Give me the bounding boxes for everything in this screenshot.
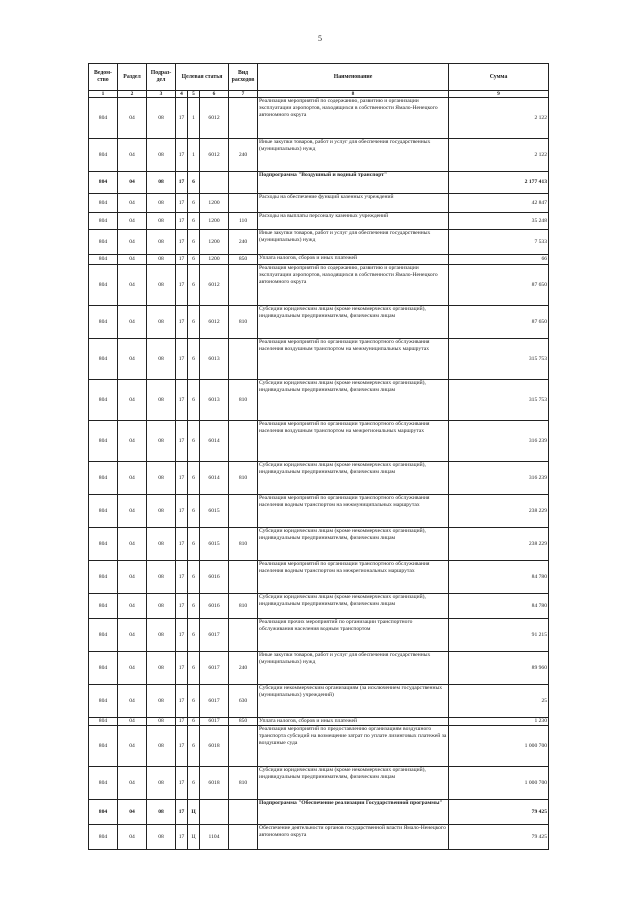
cell-dept: 804 — [89, 561, 118, 594]
cell-sum: 315 753 — [449, 339, 549, 380]
table-body — [89, 98, 549, 850]
cell-sum: 2 122 — [449, 98, 549, 139]
cell-expense-type — [229, 98, 258, 139]
cell-target-subprogram: 6 — [188, 528, 200, 561]
cell-target-program: 17 — [176, 825, 188, 850]
cell-sum: 79 425 — [449, 800, 549, 825]
cell-expense-type — [229, 800, 258, 825]
cell-target-direction: 6015 — [200, 495, 229, 528]
cell-dept: 804 — [89, 685, 118, 718]
cell-target-subprogram: 6 — [188, 685, 200, 718]
header-target-article: Целевая статья — [176, 64, 229, 91]
table-row — [89, 230, 549, 255]
cell-target-direction: 6016 — [200, 561, 229, 594]
cell-section: 04 — [118, 172, 147, 194]
cell-subsection: 08 — [147, 726, 176, 767]
column-number: 8 — [258, 91, 449, 98]
cell-dept: 804 — [89, 652, 118, 685]
cell-target-direction: 6013 — [200, 339, 229, 380]
cell-target-program: 17 — [176, 306, 188, 339]
cell-target-subprogram: 6 — [188, 265, 200, 306]
cell-section: 04 — [118, 800, 147, 825]
cell-sum: 1 000 700 — [449, 726, 549, 767]
cell-section: 04 — [118, 380, 147, 421]
cell-target-subprogram: 1 — [188, 139, 200, 172]
cell-dept: 804 — [89, 98, 118, 139]
cell-sum: 87 650 — [449, 306, 549, 339]
cell-dept: 804 — [89, 825, 118, 850]
cell-name: Иные закупки товаров, работ и услуг для обеспечения государственных (муниципальных) нужд — [258, 230, 449, 255]
table-row — [89, 825, 549, 850]
cell-target-program: 17 — [176, 98, 188, 139]
cell-section: 04 — [118, 825, 147, 850]
cell-section: 04 — [118, 230, 147, 255]
table-row — [89, 213, 549, 230]
table-row — [89, 718, 549, 726]
cell-expense-type — [229, 825, 258, 850]
cell-dept: 804 — [89, 139, 118, 172]
cell-target-program: 17 — [176, 495, 188, 528]
cell-target-subprogram: 6 — [188, 561, 200, 594]
cell-target-subprogram: 6 — [188, 339, 200, 380]
cell-target-direction: 6013 — [200, 380, 229, 421]
cell-target-direction: 6012 — [200, 98, 229, 139]
column-number: 9 — [449, 91, 549, 98]
cell-subsection: 08 — [147, 306, 176, 339]
cell-name: Субсидии некоммерческим организациям (за исключением государственных (муниципальных) учреждений) — [258, 685, 449, 718]
cell-target-subprogram: 6 — [188, 213, 200, 230]
column-number: 6 — [200, 91, 229, 98]
cell-target-direction: 1200 — [200, 194, 229, 213]
cell-target-program: 17 — [176, 594, 188, 619]
cell-subsection: 08 — [147, 825, 176, 850]
cell-target-program: 17 — [176, 265, 188, 306]
cell-target-direction: 6018 — [200, 767, 229, 800]
column-number-row — [89, 91, 549, 98]
cell-sum: 316 239 — [449, 421, 549, 462]
table-row — [89, 339, 549, 380]
cell-target-program: 17 — [176, 421, 188, 462]
cell-target-subprogram: 6 — [188, 172, 200, 194]
cell-subsection: 08 — [147, 528, 176, 561]
table-row — [89, 172, 549, 194]
cell-expense-type: 240 — [229, 139, 258, 172]
cell-target-direction: 1104 — [200, 825, 229, 850]
cell-dept: 804 — [89, 194, 118, 213]
cell-subsection: 08 — [147, 800, 176, 825]
cell-subsection: 08 — [147, 194, 176, 213]
cell-target-subprogram: 6 — [188, 619, 200, 652]
cell-section: 04 — [118, 139, 147, 172]
cell-section: 04 — [118, 619, 147, 652]
cell-section: 04 — [118, 339, 147, 380]
cell-target-direction: 6012 — [200, 265, 229, 306]
cell-target-subprogram: 6 — [188, 495, 200, 528]
cell-subsection: 08 — [147, 718, 176, 726]
table-row — [89, 139, 549, 172]
cell-expense-type — [229, 265, 258, 306]
cell-dept: 804 — [89, 339, 118, 380]
cell-expense-type: 850 — [229, 718, 258, 726]
column-number: 7 — [229, 91, 258, 98]
table-row — [89, 265, 549, 306]
cell-target-program: 17 — [176, 528, 188, 561]
cell-dept: 804 — [89, 380, 118, 421]
cell-name: Реализация мероприятий по содержанию, развитию и организации эксплуатации аэропортов, находящихся в собственности Ямало-Ненецкого автономного округа — [258, 98, 449, 139]
cell-section: 04 — [118, 255, 147, 265]
cell-subsection: 08 — [147, 652, 176, 685]
cell-target-program: 17 — [176, 561, 188, 594]
cell-section: 04 — [118, 194, 147, 213]
cell-target-program: 17 — [176, 619, 188, 652]
cell-target-program: 17 — [176, 172, 188, 194]
cell-name: Расходы на обеспечение функций казенных учреждений — [258, 194, 449, 213]
cell-section: 04 — [118, 98, 147, 139]
table-row — [89, 306, 549, 339]
cell-name: Реализация мероприятий по организации транспортного обслуживания населения водным транспортом на межрегиональных маршрутах — [258, 561, 449, 594]
cell-dept: 804 — [89, 306, 118, 339]
cell-name: Реализация мероприятий по организации транспортного обслуживания населения воздушным транспортом на межрегиональных маршрутах — [258, 421, 449, 462]
cell-subsection: 08 — [147, 767, 176, 800]
page-number: 5 — [318, 34, 322, 43]
cell-sum: 238 229 — [449, 528, 549, 561]
table-row — [89, 726, 549, 767]
cell-target-program: 17 — [176, 767, 188, 800]
cell-name: Иные закупки товаров, работ и услуг для обеспечения государственных (муниципальных) нужд — [258, 652, 449, 685]
header-name: Наименование — [258, 64, 449, 91]
cell-target-direction: 6016 — [200, 594, 229, 619]
cell-subsection: 08 — [147, 230, 176, 255]
cell-target-program: 17 — [176, 380, 188, 421]
cell-expense-type: 810 — [229, 528, 258, 561]
table-row — [89, 652, 549, 685]
cell-target-direction: 1200 — [200, 213, 229, 230]
header-subsection: Подраз-дел — [147, 64, 176, 91]
cell-expense-type: 630 — [229, 685, 258, 718]
cell-expense-type — [229, 194, 258, 213]
cell-target-subprogram: 1 — [188, 98, 200, 139]
cell-expense-type — [229, 561, 258, 594]
header-sum: Сумма — [449, 64, 549, 91]
table-row — [89, 619, 549, 652]
cell-dept: 804 — [89, 255, 118, 265]
cell-target-direction: 6012 — [200, 139, 229, 172]
cell-sum: 1 000 700 — [449, 767, 549, 800]
header-dept: Ведом-ство — [89, 64, 118, 91]
cell-dept: 804 — [89, 619, 118, 652]
table-row — [89, 380, 549, 421]
cell-section: 04 — [118, 421, 147, 462]
cell-section: 04 — [118, 767, 147, 800]
cell-expense-type: 850 — [229, 255, 258, 265]
column-number: 5 — [188, 91, 200, 98]
cell-dept: 804 — [89, 213, 118, 230]
header-row — [89, 64, 549, 91]
cell-expense-type: 810 — [229, 380, 258, 421]
cell-target-subprogram: Ц — [188, 800, 200, 825]
cell-target-subprogram: 6 — [188, 255, 200, 265]
table-row — [89, 495, 549, 528]
cell-dept: 804 — [89, 718, 118, 726]
cell-dept: 804 — [89, 800, 118, 825]
cell-target-program: 17 — [176, 213, 188, 230]
cell-expense-type: 240 — [229, 230, 258, 255]
cell-section: 04 — [118, 462, 147, 495]
cell-dept: 804 — [89, 265, 118, 306]
cell-name: Подпрограмма "Обеспечение реализации Государственной программы" — [258, 800, 449, 825]
cell-sum: 315 753 — [449, 380, 549, 421]
cell-subsection: 08 — [147, 255, 176, 265]
cell-target-direction: 1200 — [200, 230, 229, 255]
cell-dept: 804 — [89, 726, 118, 767]
cell-name: Подпрограмма "Воздушный и водный транспорт" — [258, 172, 449, 194]
table-row — [89, 594, 549, 619]
cell-section: 04 — [118, 213, 147, 230]
cell-name: Субсидии юридическим лицам (кроме некоммерческих организаций), индивидуальным предпринимателям, физическим лицам — [258, 380, 449, 421]
cell-target-direction — [200, 172, 229, 194]
cell-expense-type — [229, 339, 258, 380]
cell-subsection: 08 — [147, 265, 176, 306]
cell-dept: 804 — [89, 767, 118, 800]
cell-name: Субсидии юридическим лицам (кроме некоммерческих организаций), индивидуальным предпринимателям, физическим лицам — [258, 306, 449, 339]
cell-expense-type: 810 — [229, 594, 258, 619]
table-row — [89, 528, 549, 561]
table-row — [89, 561, 549, 594]
cell-section: 04 — [118, 718, 147, 726]
cell-sum: 35 248 — [449, 213, 549, 230]
cell-sum: 84 780 — [449, 561, 549, 594]
cell-sum: 87 650 — [449, 265, 549, 306]
cell-target-program: 17 — [176, 685, 188, 718]
table-row — [89, 767, 549, 800]
header-section: Раздел — [118, 64, 147, 91]
cell-expense-type — [229, 726, 258, 767]
cell-target-direction: 6017 — [200, 685, 229, 718]
table-row — [89, 98, 549, 139]
cell-section: 04 — [118, 265, 147, 306]
cell-target-subprogram: 6 — [188, 767, 200, 800]
cell-target-direction — [200, 800, 229, 825]
header-expense-type: Вид расходов — [229, 64, 258, 91]
cell-name: Иные закупки товаров, работ и услуг для обеспечения государственных (муниципальных) нужд — [258, 139, 449, 172]
column-number: 1 — [89, 91, 118, 98]
cell-name: Расходы на выплаты персоналу казенных учреждений — [258, 213, 449, 230]
cell-name: Уплата налогов, сборов и иных платежей — [258, 718, 449, 726]
cell-name: Субсидии юридическим лицам (кроме некоммерческих организаций), индивидуальным предпринимателям, физическим лицам — [258, 767, 449, 800]
cell-name: Реализация прочих мероприятий по организации транспортного обслуживания населения водным транспортом — [258, 619, 449, 652]
cell-sum: 316 239 — [449, 462, 549, 495]
cell-target-subprogram: 6 — [188, 194, 200, 213]
cell-expense-type — [229, 421, 258, 462]
cell-expense-type: 240 — [229, 652, 258, 685]
cell-section: 04 — [118, 726, 147, 767]
cell-target-subprogram: Ц — [188, 825, 200, 850]
cell-target-subprogram: 6 — [188, 726, 200, 767]
cell-sum: 2 177 413 — [449, 172, 549, 194]
cell-target-direction: 6014 — [200, 462, 229, 495]
cell-expense-type: 110 — [229, 213, 258, 230]
cell-subsection: 08 — [147, 594, 176, 619]
cell-sum: 89 960 — [449, 652, 549, 685]
cell-dept: 804 — [89, 528, 118, 561]
cell-sum: 42 847 — [449, 194, 549, 213]
cell-dept: 804 — [89, 172, 118, 194]
cell-subsection: 08 — [147, 462, 176, 495]
cell-sum: 84 780 — [449, 594, 549, 619]
cell-dept: 804 — [89, 495, 118, 528]
cell-subsection: 08 — [147, 213, 176, 230]
cell-expense-type: 810 — [229, 306, 258, 339]
table-row — [89, 800, 549, 825]
cell-target-subprogram: 6 — [188, 594, 200, 619]
cell-sum: 25 — [449, 685, 549, 718]
table-row — [89, 194, 549, 213]
cell-expense-type — [229, 172, 258, 194]
cell-target-subprogram: 6 — [188, 380, 200, 421]
cell-sum: 91 215 — [449, 619, 549, 652]
cell-target-direction: 6018 — [200, 726, 229, 767]
cell-expense-type: 810 — [229, 462, 258, 495]
cell-target-subprogram: 6 — [188, 230, 200, 255]
table-row — [89, 462, 549, 495]
cell-name: Субсидии юридическим лицам (кроме некоммерческих организаций), индивидуальным предпринимателям, физическим лицам — [258, 528, 449, 561]
cell-target-subprogram: 6 — [188, 306, 200, 339]
cell-dept: 804 — [89, 230, 118, 255]
cell-sum: 1 230 — [449, 718, 549, 726]
budget-table — [88, 63, 549, 850]
cell-section: 04 — [118, 652, 147, 685]
cell-section: 04 — [118, 561, 147, 594]
cell-target-subprogram: 6 — [188, 652, 200, 685]
cell-target-direction: 6015 — [200, 528, 229, 561]
cell-section: 04 — [118, 306, 147, 339]
cell-subsection: 08 — [147, 685, 176, 718]
column-number: 3 — [147, 91, 176, 98]
cell-subsection: 08 — [147, 619, 176, 652]
cell-section: 04 — [118, 685, 147, 718]
cell-target-program: 17 — [176, 255, 188, 265]
column-number: 2 — [118, 91, 147, 98]
cell-sum: 7 533 — [449, 230, 549, 255]
cell-expense-type — [229, 619, 258, 652]
cell-section: 04 — [118, 594, 147, 619]
cell-target-direction: 6017 — [200, 718, 229, 726]
cell-name: Реализация мероприятий по предоставлению организациям воздушного транспорта субсидий на возмещение затрат по уплате лизинговых платежей за воздушные суда — [258, 726, 449, 767]
cell-sum: 79 425 — [449, 825, 549, 850]
cell-target-direction: 6012 — [200, 306, 229, 339]
cell-target-direction: 1200 — [200, 255, 229, 265]
cell-target-program: 17 — [176, 718, 188, 726]
cell-sum: 238 229 — [449, 495, 549, 528]
cell-target-subprogram: 6 — [188, 462, 200, 495]
table-row — [89, 685, 549, 718]
cell-expense-type: 810 — [229, 767, 258, 800]
cell-target-program: 17 — [176, 139, 188, 172]
cell-target-program: 17 — [176, 726, 188, 767]
cell-subsection: 08 — [147, 339, 176, 380]
cell-target-subprogram: 6 — [188, 421, 200, 462]
cell-target-program: 17 — [176, 462, 188, 495]
cell-subsection: 08 — [147, 380, 176, 421]
table-row — [89, 421, 549, 462]
cell-name: Субсидии юридическим лицам (кроме некоммерческих организаций), индивидуальным предпринимателям, физическим лицам — [258, 594, 449, 619]
cell-name: Реализация мероприятий по организации транспортного обслуживания населения водным транспортом на межмуниципальных маршрутах — [258, 495, 449, 528]
cell-target-direction: 6017 — [200, 619, 229, 652]
cell-subsection: 08 — [147, 495, 176, 528]
cell-target-program: 17 — [176, 194, 188, 213]
cell-name: Реализация мероприятий по организации транспортного обслуживания населения воздушным транспортом на межмуниципальных маршрутах — [258, 339, 449, 380]
cell-dept: 804 — [89, 594, 118, 619]
cell-target-program: 17 — [176, 652, 188, 685]
cell-target-direction: 6014 — [200, 421, 229, 462]
cell-name: Субсидии юридическим лицам (кроме некоммерческих организаций), индивидуальным предпринимателям, физическим лицам — [258, 462, 449, 495]
cell-target-program: 17 — [176, 800, 188, 825]
cell-sum: 2 122 — [449, 139, 549, 172]
cell-target-program: 17 — [176, 339, 188, 380]
cell-subsection: 08 — [147, 98, 176, 139]
cell-subsection: 08 — [147, 561, 176, 594]
cell-dept: 804 — [89, 421, 118, 462]
cell-expense-type — [229, 495, 258, 528]
cell-target-direction: 6017 — [200, 652, 229, 685]
cell-sum: 66 — [449, 255, 549, 265]
cell-subsection: 08 — [147, 172, 176, 194]
cell-target-subprogram: 6 — [188, 718, 200, 726]
cell-dept: 804 — [89, 462, 118, 495]
cell-subsection: 08 — [147, 139, 176, 172]
cell-section: 04 — [118, 528, 147, 561]
column-number: 4 — [176, 91, 188, 98]
cell-name: Уплата налогов, сборов и иных платежей — [258, 255, 449, 265]
cell-subsection: 08 — [147, 421, 176, 462]
cell-name: Реализация мероприятий по содержанию, развитию и организации эксплуатации аэропортов, находящихся в собственности Ямало-Ненецкого автономного округа — [258, 265, 449, 306]
table-row — [89, 255, 549, 265]
cell-target-program: 17 — [176, 230, 188, 255]
cell-section: 04 — [118, 495, 147, 528]
cell-name: Обеспечение деятельности органов государственной власти Ямало-Ненецкого автономного округа — [258, 825, 449, 850]
